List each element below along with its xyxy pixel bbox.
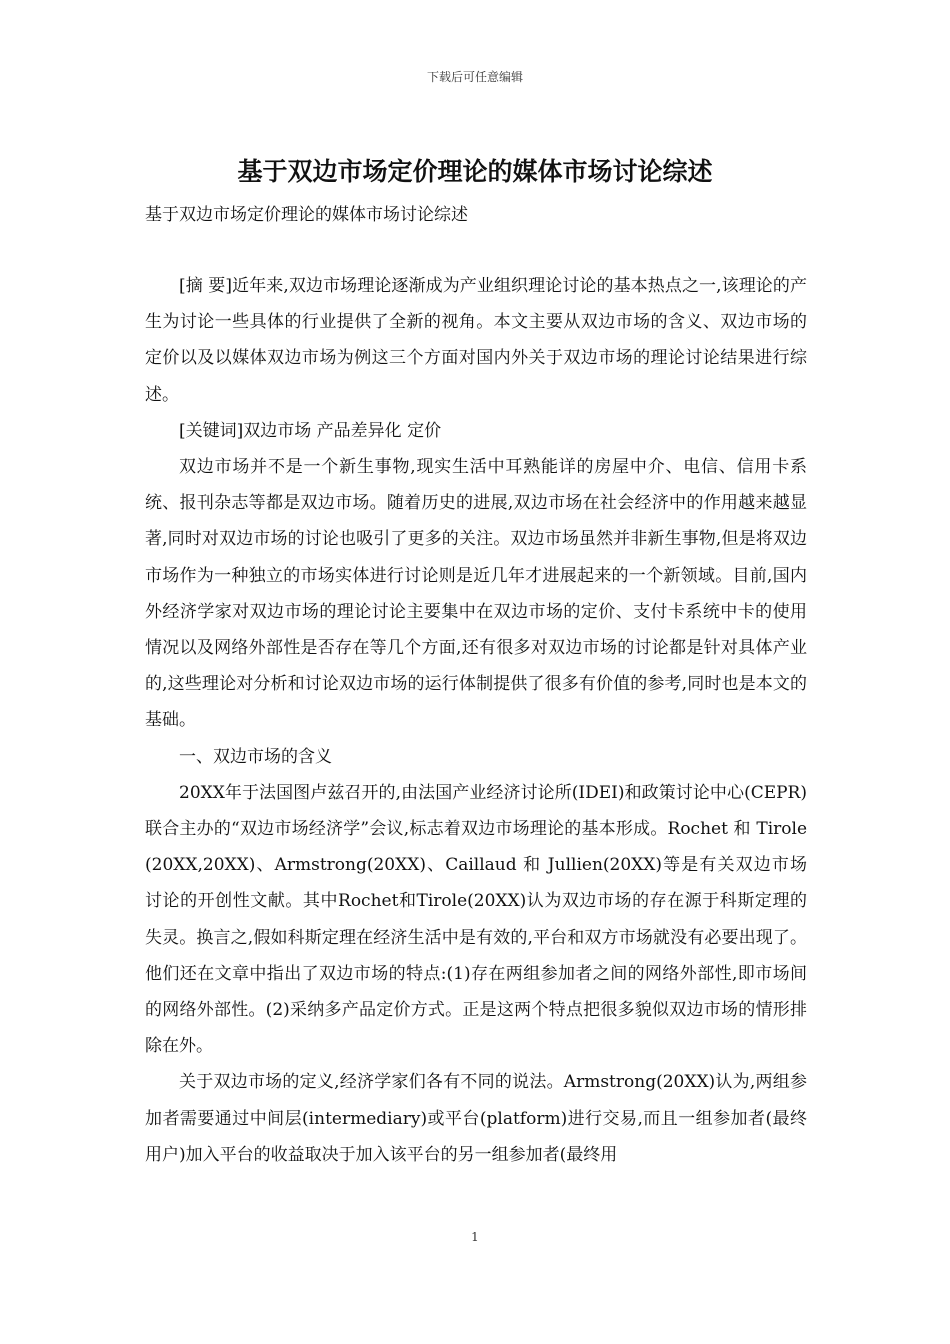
- header-note: 下载后可任意编辑: [426, 70, 523, 84]
- intro-paragraph: 双边市场并不是一个新生事物,现实生活中耳熟能详的房屋中介、电信、信用卡系统、报刊杂志等都是双边市场。随着历史的进展,双边市场在社会经济中的作用越来越显著,同时对双边市场的讨论也吸引了更多的关注。双边市场虽然并非新生事物,但是将双边市场作为一种独立的市场实体进行讨论则是近几年才进展起来的一个新领域。目前,国内外经济学家对双边市场的理论讨论主要集中在双边市场的定价、支付卡系统中卡的使用情况以及网络外部性是否存在等几个方面,还有很多对双边市场的讨论都是针对具体产业的,这些理论对分析和讨论双边市场的运行体制提供了很多有价值的参考,同时也是本文的基础。: [145, 457, 807, 731]
- keywords-paragraph: [关键词]双边市场 产品差异化 定价: [179, 420, 442, 441]
- page-number: 1: [471, 1230, 479, 1244]
- section-heading: 一、双边市场的含义: [179, 746, 332, 767]
- document-body: [145, 268, 807, 1173]
- document-subtitle: 基于双边市场定价理论的媒体市场讨论综述: [145, 205, 468, 225]
- abstract-paragraph: [摘 要]近年来,双边市场理论逐渐成为产业组织理论讨论的基本热点之一,该理论的产生为讨论一些具体的行业提供了全新的视角。本文主要从双边市场的含义、双边市场的定价以及以媒体双边市场为例这三个方面对国内外关于双边市场的理论讨论结果进行综述。: [145, 276, 807, 405]
- body-paragraph: 20XX年于法国图卢兹召开的,由法国产业经济讨论所(IDEI)和政策讨论中心(CEPR)联合主办的“双边市场经济学”会议,标志着双边市场理论的基本形成。Rochet 和 Tirole (20XX,20XX)、Armstrong(20XX)、Caillaud 和 Jullien(20XX)等是有关双边市场讨论的开创性文献。其中Rochet和Tirole(20XX)认为双边市场的存在源于科斯定理的失灵。换言之,假如科斯定理在经济生活中是有效的,平台和双方市场就没有必要出现了。他们还在文章中指出了双边市场的特点:(1)存在两组参加者之间的网络外部性,即市场间的网络外部性。(2)采纳多产品定价方式。正是这两个特点把很多貌似双边市场的情形排除在外。: [145, 782, 807, 1057]
- body-paragraph: 关于双边市场的定义,经济学家们各有不同的说法。Armstrong(20XX)认为,两组参加者需要通过中间层(intermediary)或平台(platform)进行交易,而且一组参加者(最终用户)加入平台的收益取决于加入该平台的另一组参加者(最终用: [145, 1072, 807, 1165]
- document-title: 基于双边市场定价理论的媒体市场讨论综述: [237, 157, 713, 186]
